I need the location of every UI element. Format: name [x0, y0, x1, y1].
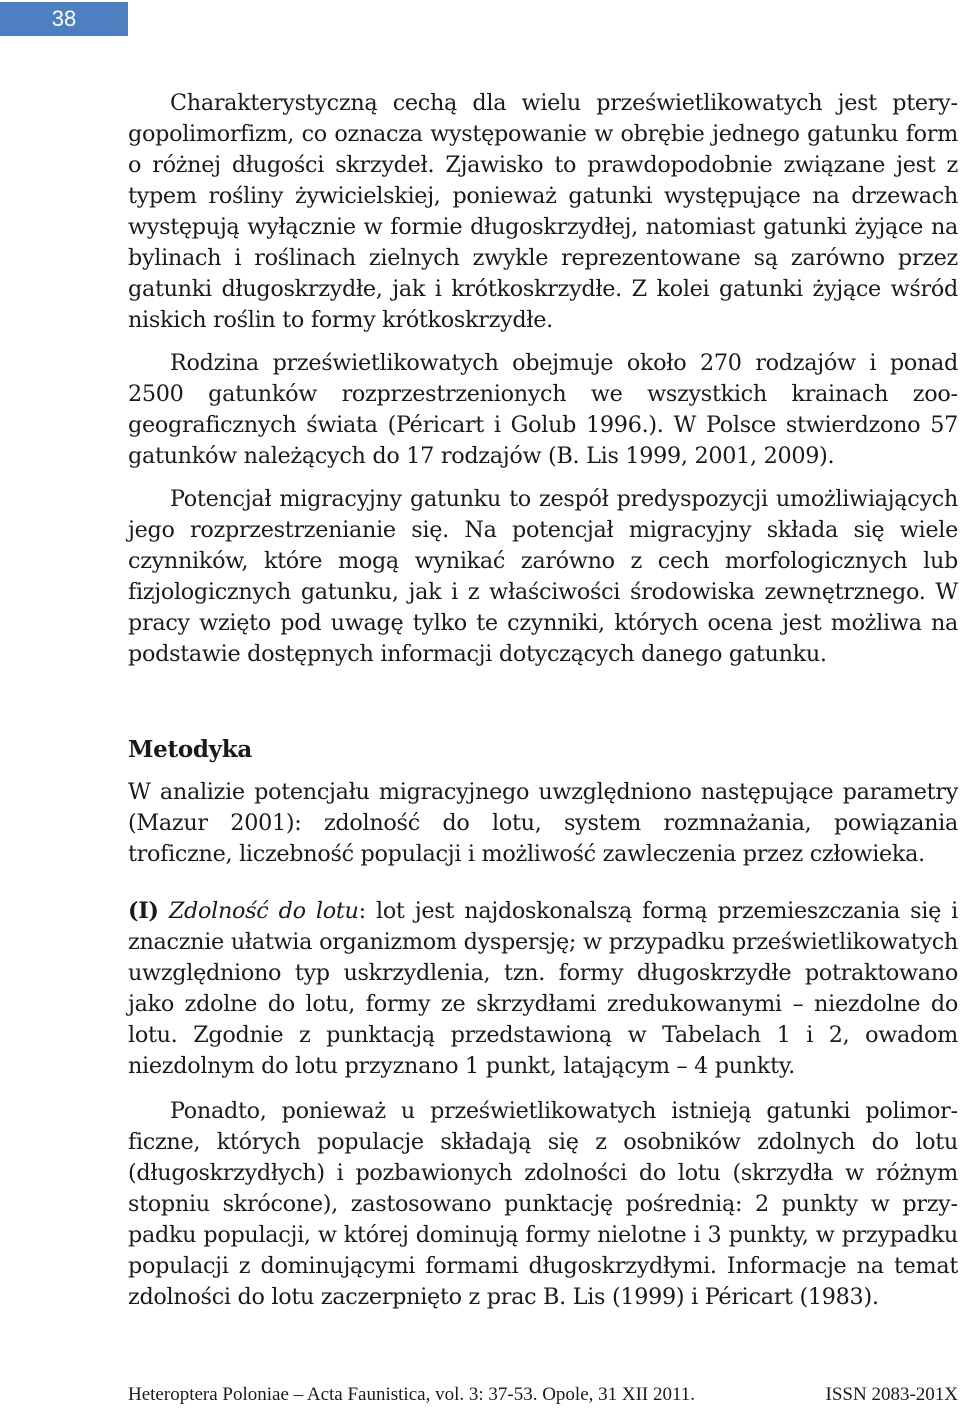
paragraph-family-overview: Rodzina prześwietlikowatych obejmuje około 270 rodzajów i ponad 2500 gatunków rozprzestrzenionych we wszystkich krainach zoogeograficznych świata (Péricart i Golub 1996.). W Polsce stwierdzono 57 gatunków należących do 17 rodzajów (B. Lis 1999, 2001, 2009).: [128, 350, 958, 469]
footer-issn: ISSN 2083-201X: [825, 1384, 958, 1405]
criterion-text: : lot jest najdoskonalszą formą przemieszczania się i znacznie ułatwia organizmom dyspersję; w przypadku prześwietlikowatych uwzględniono typ uskrzydlenia, tzn. formy długoskrzydłe potraktowano jako zdolne do lotu, formy ze skrzydłami zredukowanymi – niezdolne do lotu. Zgodnie z punktacją przedstawioną w Tabelach 1 i 2, owadom niezdolnym do lotu przyznano 1 punkt, latającym – 4 punkty.: [128, 898, 958, 1079]
paragraph-pterygopolymorphism: Charakterystyczną cechą dla wielu prześwietlikowatych jest pterygopolimorfizm, co oznacza występowanie w obrębie jednego gatunku form o różnej długości skrzydeł. Zjawisko to prawdopodobnie związane jest z typem rośliny żywicielskiej, ponieważ gatunki występujące na drzewach występują wyłącznie w formie długoskrzydłej, natomiast gatunki żyjące na bylinach i roślinach zielnych zwykle reprezentowane są zarówno przez gatunki długoskrzydłe, jak i krótkoskrzydłe. Z kolei gatunki żyjące wśród niskich roślin to formy krótkoskrzydłe.: [128, 90, 958, 333]
criterion-number: (I): [128, 898, 159, 924]
page-number-badge: 38: [0, 2, 128, 36]
page-content: [128, 88, 958, 1313]
paragraph-flight-ability: [128, 896, 958, 1082]
section-heading-metodyka: Metodyka: [128, 736, 252, 763]
criterion-term: Zdolność do lotu: [168, 898, 359, 924]
page-footer: [128, 1384, 958, 1406]
footer-journal-citation: Heteroptera Poloniae – Acta Faunistica, vol. 3: 37-53. Opole, 31 XII 2011.: [128, 1384, 696, 1405]
paragraph-method-intro: W analizie potencjału migracyjnego uwzględniono następujące parametry (Mazur 2001): zdolność do lotu, system rozmnażania, powiązania troficzne, liczebność populacji i możliwość zawleczenia przez człowieka.: [128, 779, 958, 867]
paragraph-migration-potential: Potencjał migracyjny gatunku to zespół predyspozycji umożliwiających jego rozprzestrzenianie się. Na potencjał migracyjny składa się wiele czynników, które mogą wynikać zarówno z cech morfologicznych lub fizjologicznych gatunku, jak i z właściwości środowiska zewnętrznego. W pracy wzięto pod uwagę tylko te czynniki, których ocena jest możliwa na podstawie dostępnych informacji dotyczących danego gatunku.: [128, 486, 958, 667]
paragraph-polymorphic-species: Ponadto, ponieważ u prześwietlikowatych istnieją gatunki polimorficzne, których populacje składają się z osobników zdolnych do lotu (długoskrzydłych) i pozbawionych zdolności do lotu (skrzydła w różnym stopniu skrócone), zastosowano punktację pośrednią: 2 punkty w przypadku populacji, w której dominują formy nielotne i 3 punkty, w przypadku populacji z dominującymi formami długoskrzydłymi. Informacje na temat zdolności do lotu zaczerpnięto z prac B. Lis (1999) i Péricart (1983).: [128, 1098, 958, 1310]
